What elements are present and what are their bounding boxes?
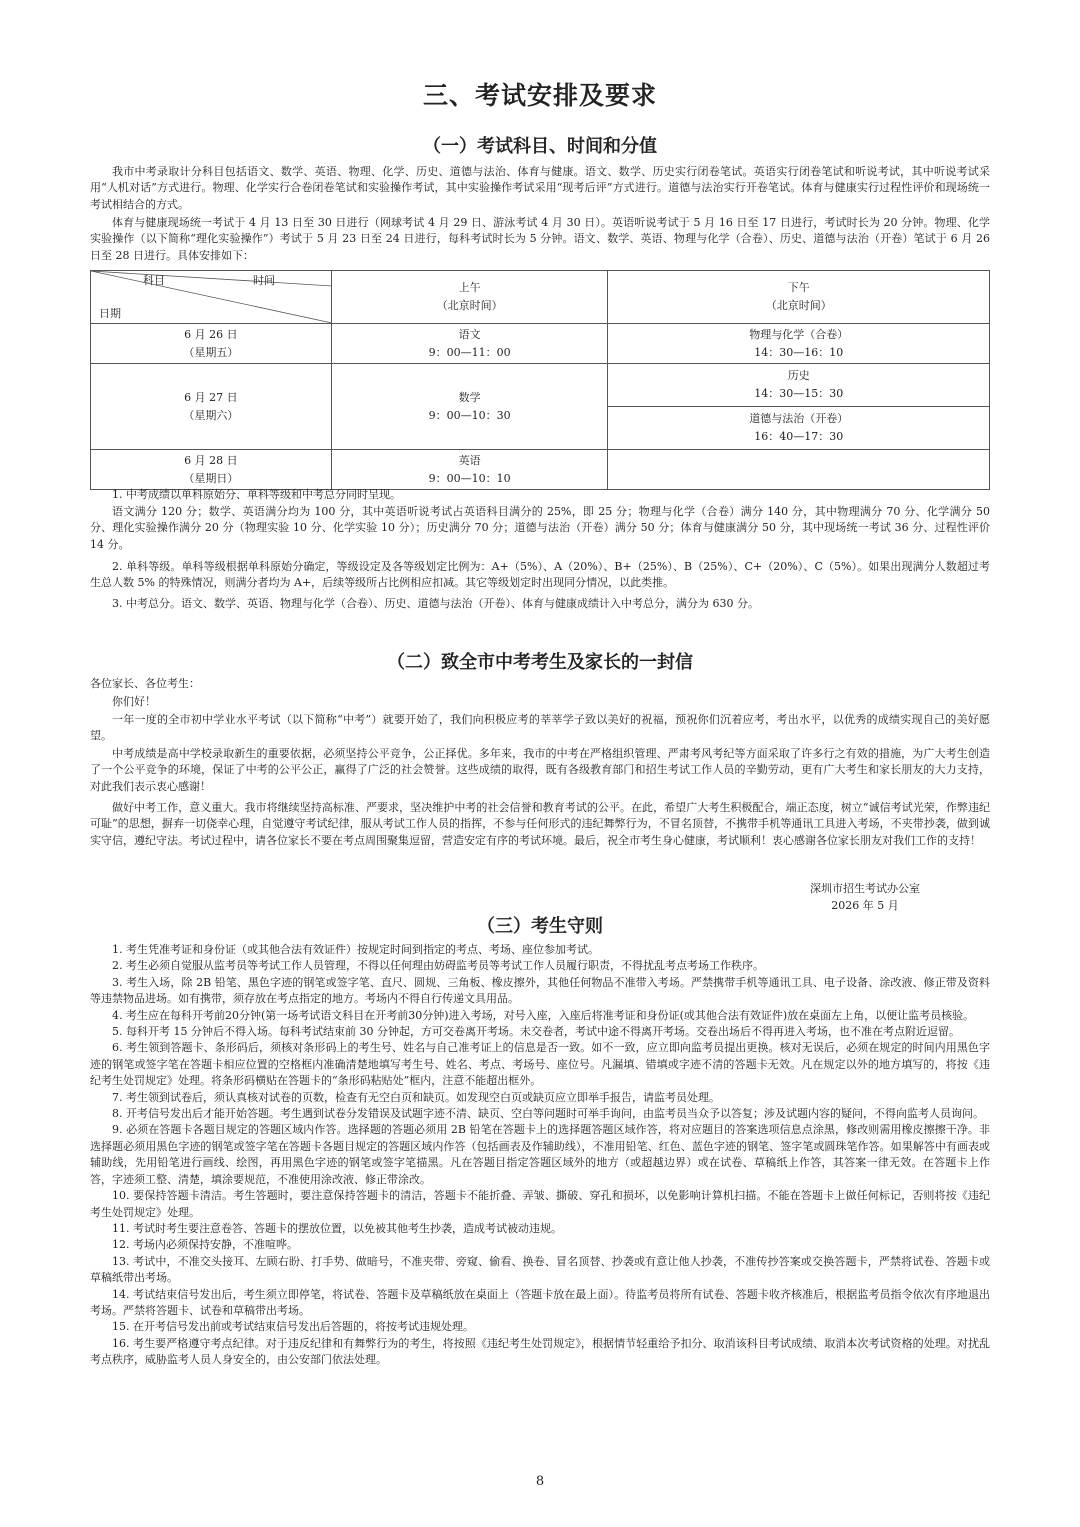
diagonal-header-cell <box>91 271 332 324</box>
letter-paragraph: 做好中考工作，意义重大。我市将继续坚持高标准、严要求，坚决维护中考的社会信誉和教育考试的公平。在此，希望广大考生积极配合，端正态度，树立“诚信考试光荣，作弊违纪可耻”的思想，摒弃一切侥幸心理，自觉遵守考试纪律，服从考试工作人员的指挥，不参与任何形式的违纪舞弊行为，不冒名顶替，不携带手机等通讯工具进入考场，不夹带抄袭，做到诚实守信，遵纪守法。考试过程中，请各位家长不要在考点周围聚集逗留，营造安定有序的考试环境。最后，祝全市考生身心健康，考试顺利！衷心感谢各位家长朋友对我们工作的支持！ <box>90 801 990 847</box>
rule-item: 2. 考生必须自觉服从监考员等考试工作人员管理，不得以任何理由妨碍监考员等考试工作人员履行职责，不得扰乱考点考场工作秩序。 <box>112 959 764 973</box>
afternoon-cell-empty <box>608 450 990 490</box>
date-cell <box>91 324 332 364</box>
rules-list <box>90 942 990 1369</box>
afternoon-label: 下午 <box>787 281 810 294</box>
subject-text: 英语 <box>458 453 481 467</box>
subject-text: 物理与化学（合卷） <box>749 327 849 341</box>
subject-text: 数学 <box>458 390 481 404</box>
afternoon-cell <box>608 364 990 407</box>
date-text: 6 月 26 日 <box>184 327 238 341</box>
afternoon-header <box>608 271 990 324</box>
rule-item: 11. 考试时考生要注意卷答、答题卡的摆放位置，以免被其他考生抄袭，造成考试被动违规。 <box>112 1221 562 1235</box>
weekday-text: （星期日） <box>183 471 239 485</box>
subject-text: 语文 <box>458 327 481 341</box>
rule-item: 12. 考场内必须保持安静，不准喧哗。 <box>112 1238 298 1252</box>
date-cell <box>91 450 332 490</box>
rule-item: 10. 要保持答题卡清洁。考生答题时，要注意保持答题卡的清洁，答题卡不能折叠、弄皱、撕破、穿孔和损坏，以免影响计算机扫描。不能在答题卡上做任何标记，否则将按《违纪考生处罚规定》处理。 <box>90 1189 990 1219</box>
rule-item: 14. 考试结束信号发出后，考生须立即停笔，将试卷、答题卡及草稿纸放在桌面上（答题卡放在最上面）。待监考员将所有试卷、答题卡收齐核准后，根据监考员指令依次有序地退出考场。严禁将答题卡、试卷和草稿带出考场。 <box>90 1287 990 1317</box>
rule-item: 7. 考生领到试卷后，须认真核对试卷的页数，检查有无空白页和缺页。如发现空白页或缺页应立即举手报告，请监考员处理。 <box>112 1090 720 1104</box>
rule-item: 13. 考试中，不准交头接耳、左顾右盼、打手势、做暗号，不准夹带、旁窥、偷看、换卷、冒名顶替、抄袭或有意让他人抄袭，不准传抄答案或交换答题卡，严禁将试卷、答题卡或草稿纸带出考场。 <box>90 1254 990 1285</box>
weekday-text: （星期五） <box>183 345 239 359</box>
date-text: 6 月 27 日 <box>184 390 238 404</box>
signature-org: 深圳市招生考试办公室 <box>810 882 920 895</box>
time-text: 9：00—10：30 <box>428 408 511 422</box>
rule-item: 9. 必须在答题卡各题目规定的答题区域内作答。选择题的答题必须用 2B 铅笔在答题卡上的选择题答题区域作答，将对应题目的答案选项信息点涂黑，修改则需用橡皮擦擦干净。非选择题必须用黑色字迹的钢笔或签字笔在答题卡各题目规定的答题区域内作答（包括画表及作辅助线），不准用铅笔、红色、蓝色字迹的钢笔、签字笔或圆珠笔作答。如果解答中有画表或辅助线，先用铅笔进行画线、绘图，再用黑色字迹的钢笔或签字笔描黑。凡在答题目指定答题区域外的地方（或超越边界）或在试卷、草稿纸上作答，其答案一律无效。在答题卡上作答，字迹须工整、清楚，填涂要规范，不准使用涂改液、修正带涂改。 <box>90 1123 990 1186</box>
time-text: 9：00—10：10 <box>428 471 511 485</box>
rule-item: 15. 在开考信号发出前或考试结束信号发出后答题的，将按考试违规处理。 <box>112 1320 474 1334</box>
date-cell <box>91 364 332 450</box>
letter-greeting: 你们好！ <box>112 695 156 708</box>
signature-date: 2026 年 5 月 <box>831 899 899 912</box>
subject-text: 历史 <box>787 369 810 382</box>
rule-item: 6. 考生领到答题卡、条形码后，须核对条形码上的考生号、姓名与自己准考证上的信息是否一致。如不一致，应立即向监考员提出更换。核对无误后，必须在规定的时间内用黑色字迹的钢笔或签字笔在答题卡相应位置的空格框内准确清楚地填写考生号、姓名、考点、考场号、座位号。凡漏填、错填或字迹不清的答题卡无效。凡在规定以外的地方填写的，将按《违纪考生处罚规定》处理。将条形码横贴在答题卡的“条形码粘贴处”框内，注意不能超出框外。 <box>90 1041 990 1088</box>
morning-cell <box>331 324 608 364</box>
afternoon-cell <box>608 407 990 450</box>
time-text: 14：30—16：10 <box>754 345 844 359</box>
rule-item: 8. 开考信号发出后才能开始答题。考生遇到试卷分发错误及试题字迹不清、缺页、空白等问题时可举手询问，由监考员当众予以答复；涉及试题内容的疑问，不得向监考人员询问。 <box>112 1107 984 1121</box>
weekday-text: （星期六） <box>183 408 239 422</box>
morning-header <box>331 271 608 324</box>
section1-paragraph: 我市中考录取计分科目包括语文、数学、英语、物理、化学、历史、道德与法治、体育与健康。语文、数学、历史实行闭卷笔试。英语实行闭卷笔试和听说考试，其中听说考试采用“人机对话”方式进行。物理、化学实行合卷闭卷笔试和实验操作考试，其中实验操作考试采用“现考后评”方式进行。道德与法治实行开卷笔试。体育与健康实行过程性评价和现场统一考试相结合的方式。 <box>90 165 990 211</box>
table-row <box>91 324 990 364</box>
rule-item: 5. 每科开考 15 分钟后不得入场。每科考试结束前 30 分钟起，方可交卷离开考场。未交卷者，考试中途不得离开考场。交卷出场后不得再进入考场，也不准在考点附近逗留。 <box>112 1025 960 1039</box>
table-row <box>91 450 990 490</box>
subject-text: 道德与法治（开卷） <box>749 412 849 425</box>
diag-date-label: 日期 <box>99 307 121 320</box>
section1-paragraph: 体育与健康现场统一考试于 4 月 13 日至 30 日进行（网球考试 4 月 29 日、游泳考试 4 月 30 日）。英语听说考试于 5 月 16 日至 17 日进行，考试时长为 20 分钟。物理、化学实验操作（以下简称“理化实验操作”）考试于 5 月 23 日至 24 日进行，每科考试时长为 5 分钟。语文、数学、英语、物理与化学（合卷）、历史、道德与法治（开卷）笔试于 6 月 26 日至 28 日进行。具体安排如下： <box>90 216 990 262</box>
section1-heading: （一）考试科目、时间和分值 <box>423 136 657 157</box>
rule-item: 4. 考生应在每科开考前20分钟(第一场考试语文科目在开考前30分钟)进入考场，对号入座，入座后将准考证和身份证(或其他合法有效证件)放在桌面左上角，以便让监考员核验。 <box>112 1008 975 1022</box>
time-text: 16：40—17：30 <box>754 430 844 443</box>
afternoon-timezone: （北京时间） <box>765 299 832 312</box>
score-note: 2. 单科等级。单科等级根据单科原始分确定，等级设定及各等级划定比例为：A+（5%）、A（20%）、B+（25%）、B（25%）、C+（20%）、C（5%）。如果出现满分人数超过考生总人数 5% 的特殊情况，则满分者均为 A+，后续等级所占比例相应扣减。其它等级划定时出现同分情况，以此类推。 <box>90 560 990 590</box>
letter-signature-block <box>810 880 920 914</box>
letter-paragraph: 中考成绩是高中学校录取新生的重要依据，必须坚持公平竞争，公正择优。多年来，我市的中考在严格组织管理、严肃考风考纪等方面采取了许多行之有效的措施，为广大考生创造了一个公平竞争的环境，保证了中考的公平公正，赢得了广泛的社会赞誉。这些成绩的取得，既有各级教育部门和招生考试工作人员的辛勤劳动，更有广大考生和家长朋友的大力支持，对此我们表示衷心感谢！ <box>90 747 990 793</box>
page-title: 三、考试安排及要求 <box>422 81 657 110</box>
score-note: 3. 中考总分。语文、数学、英语、物理与化学（合卷）、历史、道德与法治（开卷）、体育与健康成绩计入中考总分，满分为 630 分。 <box>112 597 759 610</box>
section3-heading: （三）考生守则 <box>477 916 603 937</box>
afternoon-cell <box>608 324 990 364</box>
rule-item: 16. 考生要严格遵守考点纪律。对于违反纪律和有舞弊行为的考生，将按照《违纪考生处罚规定》，根据情节轻重给予扣分、取消该科目考试成绩、取消本次考试资格的处理。对扰乱考点秩序，威胁监考人员人身安全的，由公安部门依法处理。 <box>90 1336 990 1367</box>
rule-item: 3. 考生入场，除 2B 铅笔、黑色字迹的钢笔或签字笔、直尺、圆规、三角板、橡皮擦外，其他任何物品不准带入考场。严禁携带手机等通讯工具、电子设备、涂改液、修正带及资料等违禁物品进场。如有携带，须存放在考点指定的地方。考场内不得自行传递文具用品。 <box>90 975 990 1006</box>
time-text: 9：00—11：00 <box>428 345 511 359</box>
score-note: 1. 中考成绩以单科原始分、单科等级和中考总分同时呈现。 <box>112 488 401 501</box>
morning-cell <box>331 364 608 450</box>
morning-timezone: （北京时间） <box>436 299 503 312</box>
page-number: 8 <box>535 1474 545 1489</box>
score-note: 语文满分 120 分；数学、英语满分均为 100 分，其中英语听说考试占英语科目满分的 25%，即 25 分；物理与化学（合卷）满分 140 分，其中物理满分 70 分、化学满分 50 分、理化实验操作满分 20 分（物理实验 10 分、化学实验 10 分）；历史满分 70 分；道德与法治（开卷）满分 50 分；体育与健康满分 50 分，其中现场统一考试 36 分、过程性评价 14 分。 <box>90 505 990 551</box>
section2-heading: （二）致全市中考考生及家长的一封信 <box>387 652 693 673</box>
morning-label: 上午 <box>458 281 481 294</box>
exam-schedule-table <box>90 270 990 490</box>
time-text: 14：30—15：30 <box>754 387 844 400</box>
diag-subject-label: 科目 <box>143 274 165 287</box>
morning-cell <box>331 450 608 490</box>
date-text: 6 月 28 日 <box>184 453 238 467</box>
diagonal-lines <box>91 271 332 323</box>
rule-item: 1. 考生凭准考证和身份证（或其他合法有效证件）按规定时间到指定的考点、考场、座位参加考试。 <box>112 943 599 956</box>
letter-salutation: 各位家长、各位考生： <box>90 677 200 690</box>
table-header-row <box>91 271 990 324</box>
table-row <box>91 364 990 407</box>
diag-time-label: 时间 <box>253 274 275 287</box>
letter-paragraph: 一年一度的全市初中学业水平考试（以下简称“中考”）就要开始了，我们向积极应考的莘莘学子致以美好的祝福，预祝你们沉着应考，考出水平，以优秀的成绩实现自己的美好愿望。 <box>90 713 990 743</box>
